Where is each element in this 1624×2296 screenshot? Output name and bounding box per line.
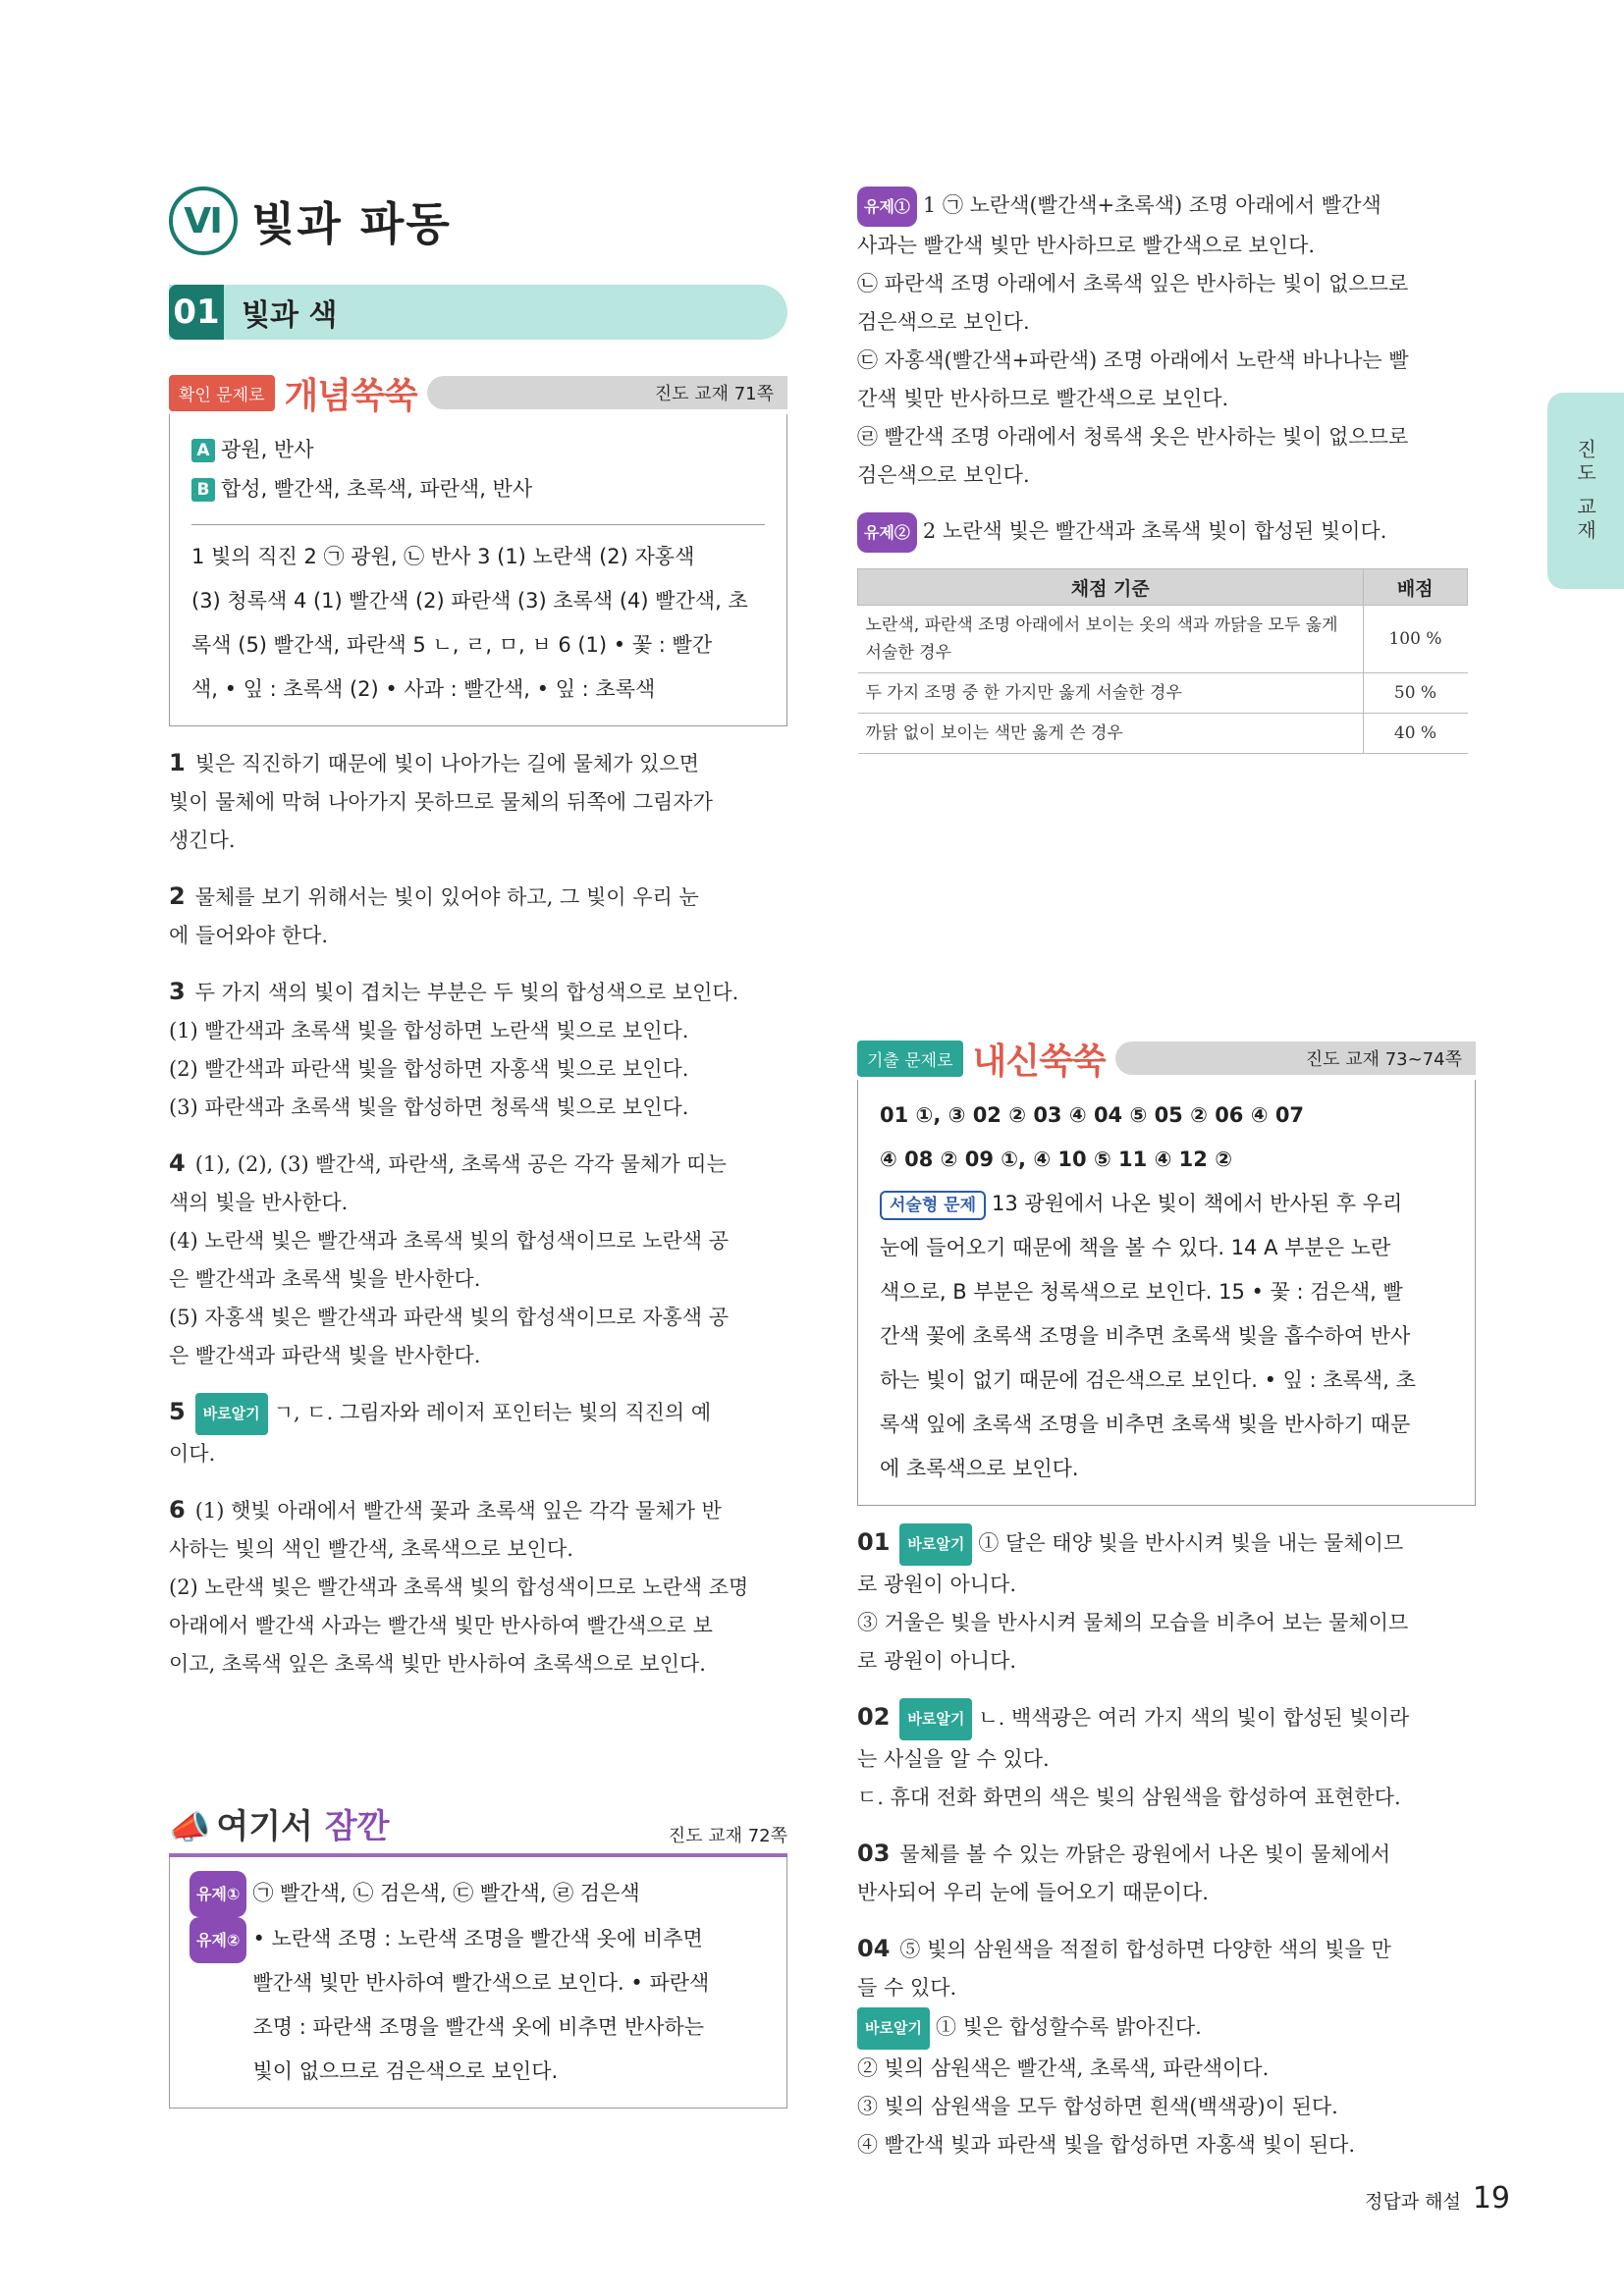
answer-line: 색, • 잎 : 초록색 (2) • 사과 : 빨간색, • 잎 : 초록색 [191, 677, 656, 701]
item-number: 2 [169, 882, 186, 910]
table-cell: 두 가지 조명 중 한 가지만 옳게 서술한 경우 [858, 673, 1364, 714]
text-line: 1 ㉠ 노란색(빨간색+초록색) 조명 아래에서 빨간색 [922, 193, 1381, 217]
answer-line: (3) 청록색 4 (1) 빨간색 (2) 파란색 (3) 초록색 (4) 빨간색, 초 [191, 589, 748, 613]
naesin-title-a: 내신 [972, 1041, 1040, 1082]
text-line: 검은색으로 보인다. [857, 310, 1030, 334]
divider [191, 524, 765, 525]
right-explanations [857, 1523, 1476, 2164]
naesin-line: 간색 꽃에 초록색 조명을 비추면 초록색 빛을 흡수하여 반사 [880, 1324, 1411, 1348]
text-line [857, 1779, 1476, 1817]
text-line [857, 2050, 1476, 2088]
text-line [857, 1835, 1476, 1874]
text-line [857, 1969, 1476, 2007]
naesin-line: ④ 08 ② 09 ①, ④ 10 ⑤ 11 ④ 12 ② [880, 1148, 1232, 1171]
line-text: ㄴ. 백색광은 여러 가지 색의 빛이 합성된 빛이라 [978, 1706, 1410, 1730]
right-column [857, 187, 1476, 2164]
footer [1365, 2181, 1510, 2216]
text-line: 2 노란색 빛은 빨간색과 초록색 빛이 합성된 빛이다. [922, 519, 1387, 543]
concept-title [285, 368, 417, 418]
yuje-chip: 유제① [189, 1871, 246, 1917]
line-text: 물체를 볼 수 있는 까닭은 광원에서 나온 빛이 물체에서 [899, 1842, 1391, 1866]
line-text: ③ 빛의 삼원색을 모두 합성하면 흰색(백색광)이 된다. [857, 2095, 1338, 2118]
chapter-title: 빛과 파동 [251, 197, 452, 250]
text-line: 검은색으로 보인다. [857, 463, 1030, 487]
table-row [858, 606, 1468, 673]
jamkkan-ref: 진도 교재 72쪽 [668, 1826, 787, 1846]
line-text: 반사되어 우리 눈에 들어오기 때문이다. [857, 1881, 1209, 1904]
jamkkan-title-b: 잠깐 [324, 1807, 390, 1846]
concept-tag: 확인 문제로 [169, 375, 275, 411]
line-text: 이고, 초록색 잎은 초록색 빛만 반사하여 초록색으로 보인다. [169, 1652, 706, 1676]
jamkkan-line: 빨간색 빛만 반사하여 빨간색으로 보인다. • 파란색 [252, 1971, 710, 1995]
text-line [857, 2007, 1476, 2050]
line-text: 빛이 물체에 막혀 나아가지 못하므로 물체의 뒤쪽에 그림자가 [169, 790, 713, 814]
naesin-line: 01 ①, ③ 02 ② 03 ④ 04 ⑤ 05 ② 06 ④ 07 [880, 1103, 1305, 1127]
answer-line: 1 빛의 직진 2 ㉠ 광원, ㉡ 반사 3 (1) 노란색 (2) 자홍색 [191, 545, 695, 568]
text-line [169, 1012, 787, 1050]
text-line [169, 1184, 787, 1222]
line-text: 색의 빛을 반사한다. [169, 1191, 349, 1214]
naesin-ref: 진도 교재 73~74쪽 [1115, 1041, 1476, 1075]
text-line [857, 2088, 1476, 2126]
text-line [857, 1642, 1476, 1681]
line-text: ③ 거울은 빛을 반사시켜 물체의 모습을 비추어 보는 물체이므 [857, 1611, 1409, 1634]
jamkkan-header [169, 1799, 787, 1857]
side-tab-label: 진도 교재 [1573, 438, 1597, 544]
yuje-2-answer [857, 512, 1476, 553]
line-text: ⑤ 빛의 삼원색을 적절히 합성하면 다양한 색의 빛을 만 [899, 1938, 1391, 1961]
jamkkan-title [216, 1799, 389, 1847]
barо-chip: 바로알기 [899, 1698, 972, 1740]
naesin-line: 에 초록색으로 보인다. [880, 1457, 1079, 1480]
line-text: ④ 빨간색 빛과 파란색 빛을 합성하면 자홍색 빛이 된다. [857, 2133, 1356, 2157]
line-text: 물체를 보기 위해서는 빛이 있어야 하고, 그 빛이 우리 눈 [194, 885, 699, 909]
line-text: ㄱ, ㄷ. 그림자와 레이저 포인터는 빛의 직진의 예 [273, 1401, 712, 1424]
line-text: 이다. [169, 1442, 216, 1466]
text-line [857, 1874, 1476, 1912]
concept-a-text: 광원, 반사 [221, 438, 314, 461]
text-line [169, 917, 787, 955]
text-line [169, 1530, 787, 1569]
explanation-item [169, 1491, 787, 1683]
naesin-box [857, 1080, 1476, 1506]
line-text: (1) 햇빛 아래에서 빨간색 꽃과 초록색 잎은 각각 물체가 반 [194, 1499, 722, 1522]
table-cell: 40 % [1363, 714, 1468, 754]
line-text: 로 광원이 아니다. [857, 1573, 1017, 1596]
explanation-item [169, 744, 787, 860]
text-line [169, 1337, 787, 1375]
answer-line: 록색 (5) 빨간색, 파란색 5 ㄴ, ㄹ, ㅁ, ㅂ 6 (1) • 꽃 : 빨간 [191, 633, 713, 657]
concept-title-a: 개념 [284, 375, 352, 416]
text-line: 사과는 빨간색 빛만 반사하므로 빨간색으로 보인다. [857, 234, 1316, 257]
concept-a-row [191, 430, 765, 469]
explanation-item [169, 1145, 787, 1375]
naesin-header [857, 1037, 1476, 1080]
text-line [169, 1645, 787, 1683]
chapter-header [169, 187, 787, 255]
line-text: 두 가지 색의 빛이 겹치는 부분은 두 빛의 합성색으로 보인다. [194, 981, 739, 1004]
section-title: 빛과 색 [242, 298, 338, 333]
text-line [169, 1393, 787, 1435]
explanation-item [169, 1393, 787, 1473]
explanation-item [169, 878, 787, 955]
line-text: 아래에서 빨간색 사과는 빨간색 빛만 반사하여 빨간색으로 보 [169, 1614, 713, 1637]
footer-label: 정답과 해설 [1365, 2191, 1461, 2213]
table-cell: 까닭 없이 보이는 색만 옳게 쓴 경우 [858, 714, 1364, 754]
text-line [169, 783, 787, 822]
section-number: 01 [169, 285, 224, 340]
jamkkan-line: 조명 : 파란색 조명을 빨간색 옷에 비추면 반사하는 [252, 2015, 704, 2039]
text-line [169, 1260, 787, 1299]
text-line [857, 1930, 1476, 1969]
line-text: 은 빨간색과 초록색 빛을 반사한다. [169, 1267, 481, 1291]
naesin-section [857, 1037, 1476, 1506]
text-line [169, 744, 787, 783]
text-line [169, 1491, 787, 1530]
line-text: ① 빛은 합성할수록 밝아진다. [935, 2015, 1202, 2039]
table-row [858, 714, 1468, 754]
yuje-1-answer [857, 187, 1476, 495]
line-text: 은 빨간색과 파란색 빛을 반사한다. [169, 1344, 481, 1367]
chapter-badge: Ⅵ [169, 187, 238, 255]
page-number: 19 [1472, 2181, 1510, 2216]
text-line [169, 1607, 787, 1645]
label-b-icon: B [191, 478, 215, 502]
text-line [169, 1089, 787, 1127]
text-line [169, 1299, 787, 1337]
side-tab [1547, 393, 1624, 589]
jamkkan-section [169, 1799, 787, 2109]
explanation-item [169, 973, 787, 1127]
text-line [169, 1050, 787, 1089]
text-line [169, 973, 787, 1012]
text-line [857, 1566, 1476, 1604]
line-text: 빛은 직진하기 때문에 빛이 나아가는 길에 물체가 있으면 [194, 752, 700, 775]
text-line [857, 1740, 1476, 1779]
score-table [857, 568, 1468, 754]
item-number: 6 [169, 1496, 186, 1523]
item-number: 1 [169, 749, 186, 776]
jamkkan-line: 빛이 없으므로 검은색으로 보인다. [252, 2059, 559, 2083]
table-row [858, 673, 1468, 714]
line-text: ㄷ. 휴대 전화 화면의 색은 빛의 삼원색을 합성하여 표현한다. [857, 1786, 1401, 1809]
table-header: 채점 기준 [858, 569, 1364, 606]
text-line [169, 1569, 787, 1607]
line-text: 로 광원이 아니다. [857, 1649, 1017, 1673]
jamkkan-box [169, 1857, 787, 2109]
text-line [169, 1222, 787, 1260]
jamkkan-line: ㉠ 빨간색, ㉡ 검은색, ㉢ 빨간색, ㉣ 검은색 [252, 1881, 640, 1905]
naesin-title-b: 쑥쑥 [1039, 1041, 1106, 1082]
left-column [169, 187, 787, 2109]
text-line: ㉣ 빨간색 조명 아래에서 청록색 옷은 반사하는 빛이 없으므로 [857, 425, 1409, 449]
table-cell: 100 % [1363, 606, 1468, 673]
item-number: 04 [857, 1935, 891, 1962]
item-number: 02 [857, 1703, 891, 1731]
line-text: 사하는 빛의 색인 빨간색, 초록색으로 보인다. [169, 1537, 573, 1561]
concept-b-row [191, 469, 765, 508]
text-line [169, 1435, 787, 1473]
jamkkan-title-a: 여기서 [216, 1807, 325, 1846]
jamkkan-row-2 [189, 1917, 767, 2094]
text-line [169, 822, 787, 860]
item-number: 03 [857, 1840, 891, 1867]
naesin-line: 록색 잎에 초록색 조명을 비추면 초록색 빛을 반사하기 때문 [880, 1413, 1411, 1436]
naesin-line: 하는 빛이 없기 때문에 검은색으로 보인다. • 잎 : 초록색, 초 [880, 1368, 1416, 1392]
naesin-line: 13 광원에서 나온 빛이 책에서 반사된 후 우리 [992, 1192, 1403, 1215]
line-text: (2) 빨간색과 파란색 빛을 합성하면 자홍색 빛으로 보인다. [169, 1057, 689, 1081]
seosul-chip: 서술형 문제 [880, 1191, 986, 1220]
concept-b-text: 합성, 빨간색, 초록색, 파란색, 반사 [221, 477, 533, 501]
text-line [857, 2126, 1476, 2164]
barо-chip: 바로알기 [195, 1393, 268, 1435]
line-text: (1), (2), (3) 빨간색, 파란색, 초록색 공은 각각 물체가 띠는 [194, 1152, 727, 1176]
naesin-line: 눈에 들어오기 때문에 책을 볼 수 있다. 14 A 부분은 노란 [880, 1236, 1391, 1259]
item-number: 5 [169, 1398, 186, 1425]
concept-answers [191, 535, 765, 712]
text-line [169, 878, 787, 917]
line-text: 에 들어와야 한다. [169, 924, 329, 947]
yuje-chip: 유제② [857, 512, 917, 553]
line-text: 들 수 있다. [857, 1976, 957, 2000]
concept-box [169, 414, 787, 726]
jamkkan-line: • 노란색 조명 : 노란색 조명을 빨간색 옷에 비추면 [252, 1927, 703, 1950]
table-cell: 50 % [1363, 673, 1468, 714]
explanation-item [857, 1835, 1476, 1912]
text-line [857, 1523, 1476, 1566]
naesin-line: 색으로, B 부분은 청록색으로 보인다. 15 • 꽃 : 검은색, 빨 [880, 1280, 1403, 1304]
baro-chip: 바로알기 [857, 2007, 930, 2050]
concept-ref: 진도 교재 71쪽 [427, 376, 787, 409]
jamkkan-row-1 [189, 1871, 767, 1917]
explanation-item [857, 1698, 1476, 1817]
line-text: (5) 자홍색 빛은 빨간색과 파란색 빛의 합성색이므로 자홍색 공 [169, 1306, 730, 1329]
line-text: 는 사실을 알 수 있다. [857, 1747, 1050, 1771]
section-bar [169, 285, 787, 340]
line-text: (1) 빨간색과 초록색 빛을 합성하면 노란색 빛으로 보인다. [169, 1019, 689, 1042]
label-a-icon: A [191, 439, 215, 462]
speaker-icon: 📣 [169, 1808, 211, 1847]
table-header: 배점 [1363, 569, 1468, 606]
text-line [857, 1698, 1476, 1740]
line-text: (2) 노란색 빛은 빨간색과 초록색 빛의 합성색이므로 노란색 조명 [169, 1575, 749, 1599]
explanation-item [857, 1523, 1476, 1681]
naesin-title [973, 1034, 1106, 1084]
explanation-item [857, 1930, 1476, 2164]
concept-box-header [169, 371, 787, 414]
yuje-chip: 유제① [857, 187, 917, 227]
text-line [857, 1604, 1476, 1642]
item-number: 01 [857, 1528, 891, 1556]
line-text: (3) 파란색과 초록색 빛을 합성하면 청록색 빛으로 보인다. [169, 1095, 689, 1119]
left-explanations [169, 744, 787, 1683]
line-text: (4) 노란색 빛은 빨간색과 초록색 빛의 합성색이므로 노란색 공 [169, 1229, 730, 1253]
line-text: 생긴다. [169, 828, 236, 852]
text-line: 간색 빛만 반사하므로 빨간색으로 보인다. [857, 387, 1229, 410]
concept-title-b: 쑥쑥 [351, 375, 417, 416]
item-number: 4 [169, 1149, 186, 1177]
line-text: ① 달은 태양 빛을 반사시켜 빛을 내는 물체이므 [978, 1531, 1404, 1555]
barо-chip: 바로알기 [899, 1523, 972, 1566]
text-line: ㉡ 파란색 조명 아래에서 초록색 잎은 반사하는 빛이 없으므로 [857, 272, 1409, 295]
table-cell: 노란색, 파란색 조명 아래에서 보이는 옷의 색과 까닭을 모두 옳게 서술한 경우 [858, 606, 1364, 673]
line-text: ② 빛의 삼원색은 빨간색, 초록색, 파란색이다. [857, 2056, 1270, 2080]
text-line [169, 1145, 787, 1184]
yuje-chip: 유제② [189, 1917, 246, 1963]
text-line: ㉢ 자홍색(빨간색+파란색) 조명 아래에서 노란색 바나나는 빨 [857, 348, 1409, 372]
item-number: 3 [169, 978, 186, 1005]
naesin-tag: 기출 문제로 [857, 1041, 963, 1077]
